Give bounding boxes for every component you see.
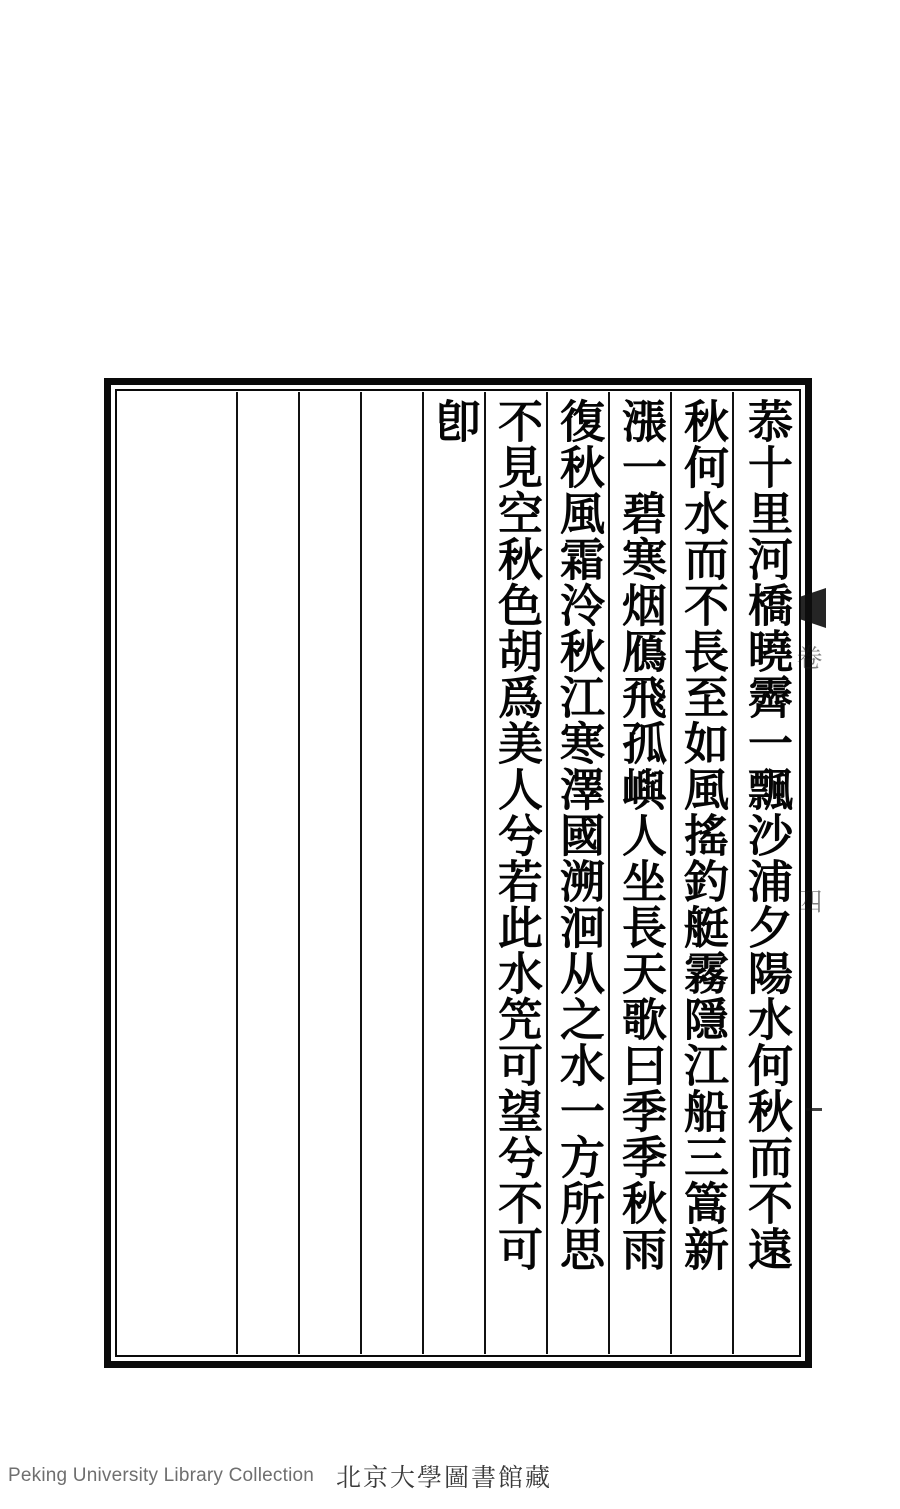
- collection-caption: [0, 1456, 900, 1496]
- column-text: 復秋風霜泠秋江寒澤國溯洄从之水一方所思: [551, 398, 605, 1272]
- banxin-lower-mark: 四: [792, 888, 822, 916]
- text-column-4: [546, 392, 608, 1354]
- text-column-9-blank: [236, 392, 298, 1354]
- text-column-container: [118, 392, 798, 1354]
- column-text: 秋何水而不長至如風搖釣艇霧隱江船三篙新: [675, 398, 729, 1272]
- text-column-2: [670, 392, 732, 1354]
- text-column-5: [484, 392, 546, 1354]
- column-text: 不見空秋色胡爲美人兮若此水笐可望兮不可: [489, 398, 543, 1272]
- column-text: 菾十里河橋曉霽一飄沙浦夕陽水何秋而不遠: [739, 398, 793, 1272]
- text-column-3: [608, 392, 670, 1354]
- text-column-7-blank: [360, 392, 422, 1354]
- caption-chinese: 北京大學圖書館藏: [336, 1463, 553, 1492]
- caption-english: Peking University Library Collection: [8, 1465, 315, 1486]
- column-text: 卽: [427, 398, 481, 444]
- column-text: 漲一碧寒烟鴈飛孤嶼人坐長天歌曰季季秋雨: [613, 398, 667, 1272]
- banxin-upper-mark: 卷: [792, 644, 822, 672]
- text-column-8-blank: [298, 392, 360, 1354]
- text-column-6: [422, 392, 484, 1354]
- text-column-1: [732, 392, 798, 1354]
- scanned-page: [104, 378, 822, 1368]
